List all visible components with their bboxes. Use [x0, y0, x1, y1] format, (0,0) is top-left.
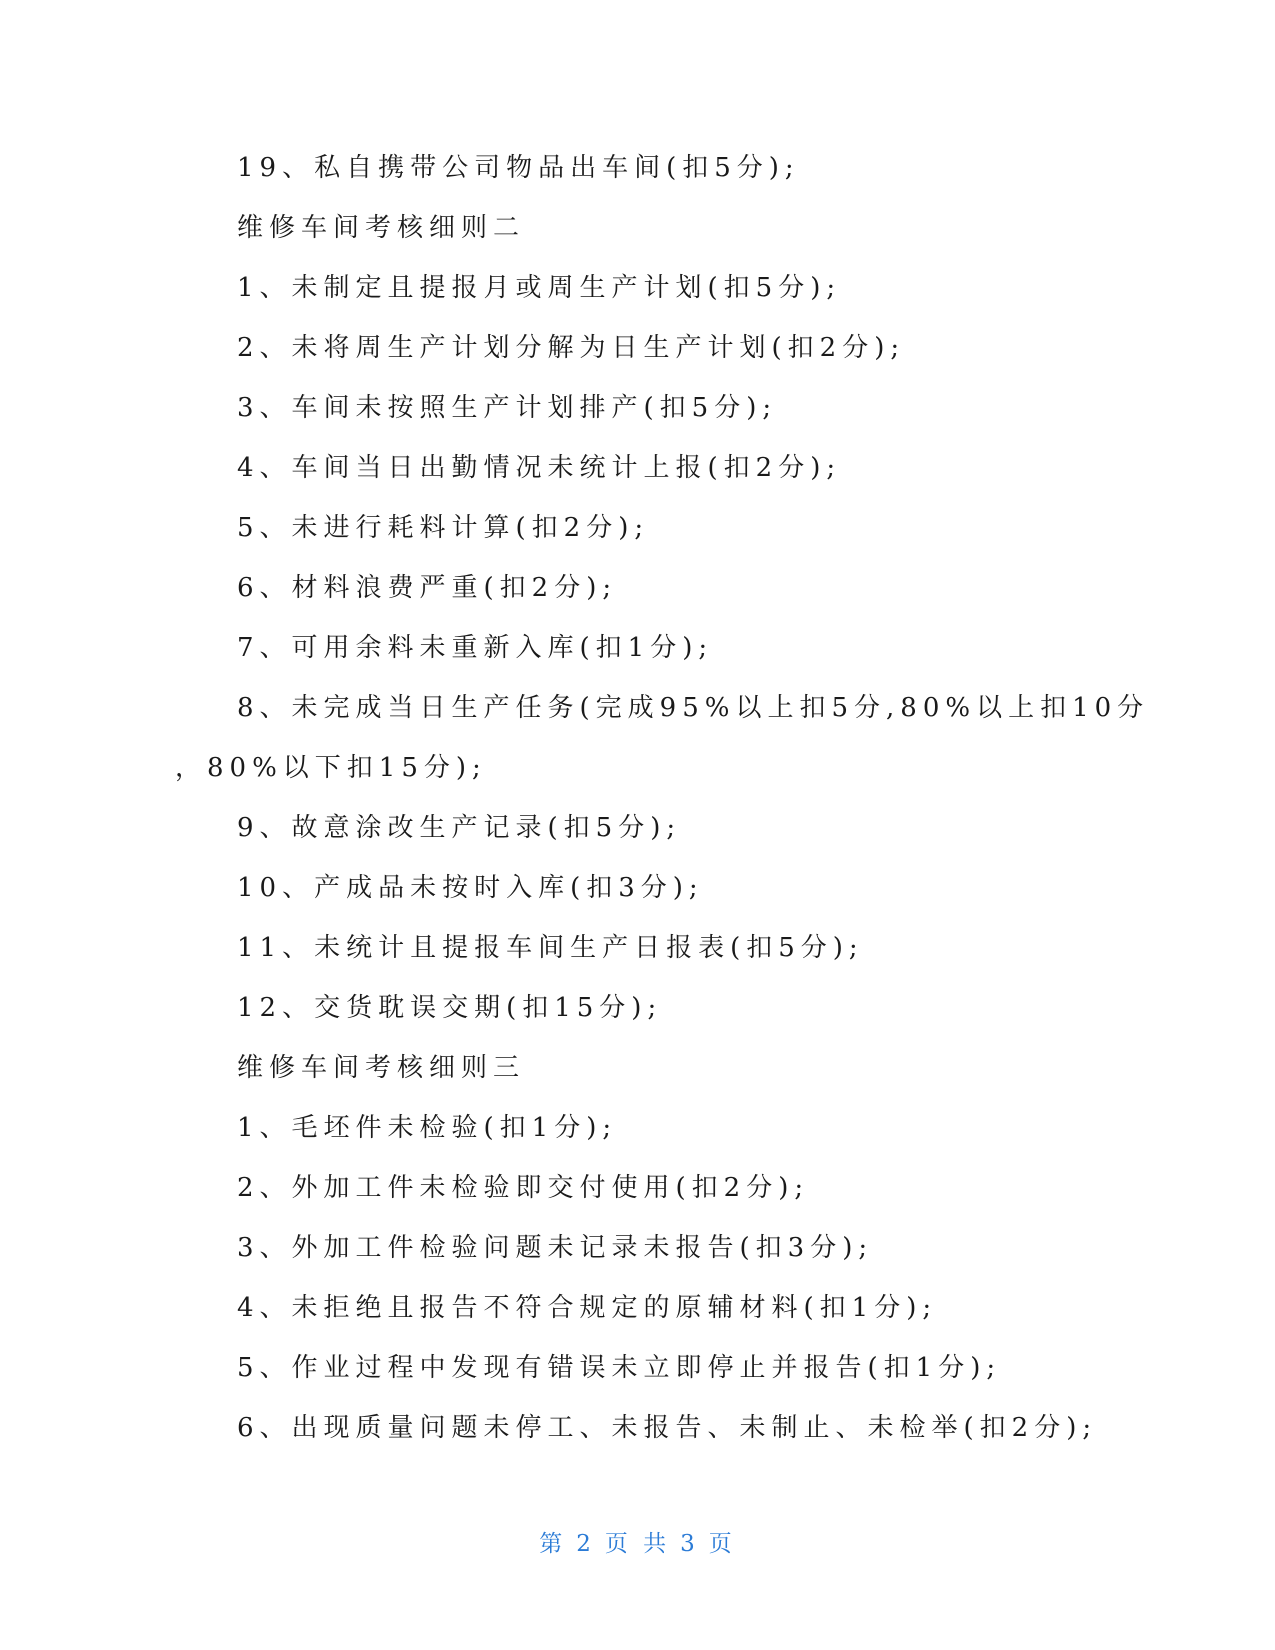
list-item: 3、车间未按照生产计划排产(扣5分);	[237, 393, 778, 423]
list-item: 5、作业过程中发现有错误未立即停止并报告(扣1分);	[237, 1353, 1002, 1383]
list-item: 2、未将周生产计划分解为日生产计划(扣2分);	[237, 333, 906, 363]
section-heading: 维修车间考核细则二	[237, 213, 526, 243]
footer-suffix: 页	[708, 1531, 736, 1557]
section-heading: 维修车间考核细则三	[237, 1053, 526, 1083]
footer-prefix: 第	[539, 1531, 567, 1557]
list-item: 5、未进行耗料计算(扣2分);	[237, 513, 650, 543]
list-item: 12、交货耽误交期(扣15分);	[237, 993, 663, 1023]
list-item: 19、私自携带公司物品出车间(扣5分);	[237, 153, 800, 183]
list-item: 7、可用余料未重新入库(扣1分);	[237, 633, 714, 663]
list-item: 2、外加工件未检验即交付使用(扣2分);	[237, 1173, 810, 1203]
list-item: 3、外加工件检验问题未记录未报告(扣3分);	[237, 1233, 874, 1263]
list-item: 4、车间当日出勤情况未统计上报(扣2分);	[237, 453, 842, 483]
list-item-continuation: ，80%以下扣15分);	[175, 753, 487, 783]
footer-mid: 页 共	[604, 1531, 671, 1557]
list-item: 1、毛坯件未检验(扣1分);	[237, 1113, 618, 1143]
document-body	[175, 138, 1150, 1458]
list-item: 1、未制定且提报月或周生产计划(扣5分);	[237, 273, 842, 303]
list-item: 8、未完成当日生产任务(完成95%以上扣5分,80%以上扣10分	[237, 693, 1150, 723]
current-page-number: 2	[576, 1531, 595, 1557]
list-item: 10、产成品未按时入库(扣3分);	[237, 873, 704, 903]
list-item: 9、故意涂改生产记录(扣5分);	[237, 813, 682, 843]
list-item: 6、出现质量问题未停工、未报告、未制止、未检举(扣2分);	[237, 1413, 1098, 1443]
page-footer	[0, 1525, 1275, 1558]
list-item: 6、材料浪费严重(扣2分);	[237, 573, 618, 603]
total-pages-number: 3	[680, 1531, 699, 1557]
list-item: 4、未拒绝且报告不符合规定的原辅材料(扣1分);	[237, 1293, 938, 1323]
list-item: 11、未统计且提报车间生产日报表(扣5分);	[237, 933, 864, 963]
